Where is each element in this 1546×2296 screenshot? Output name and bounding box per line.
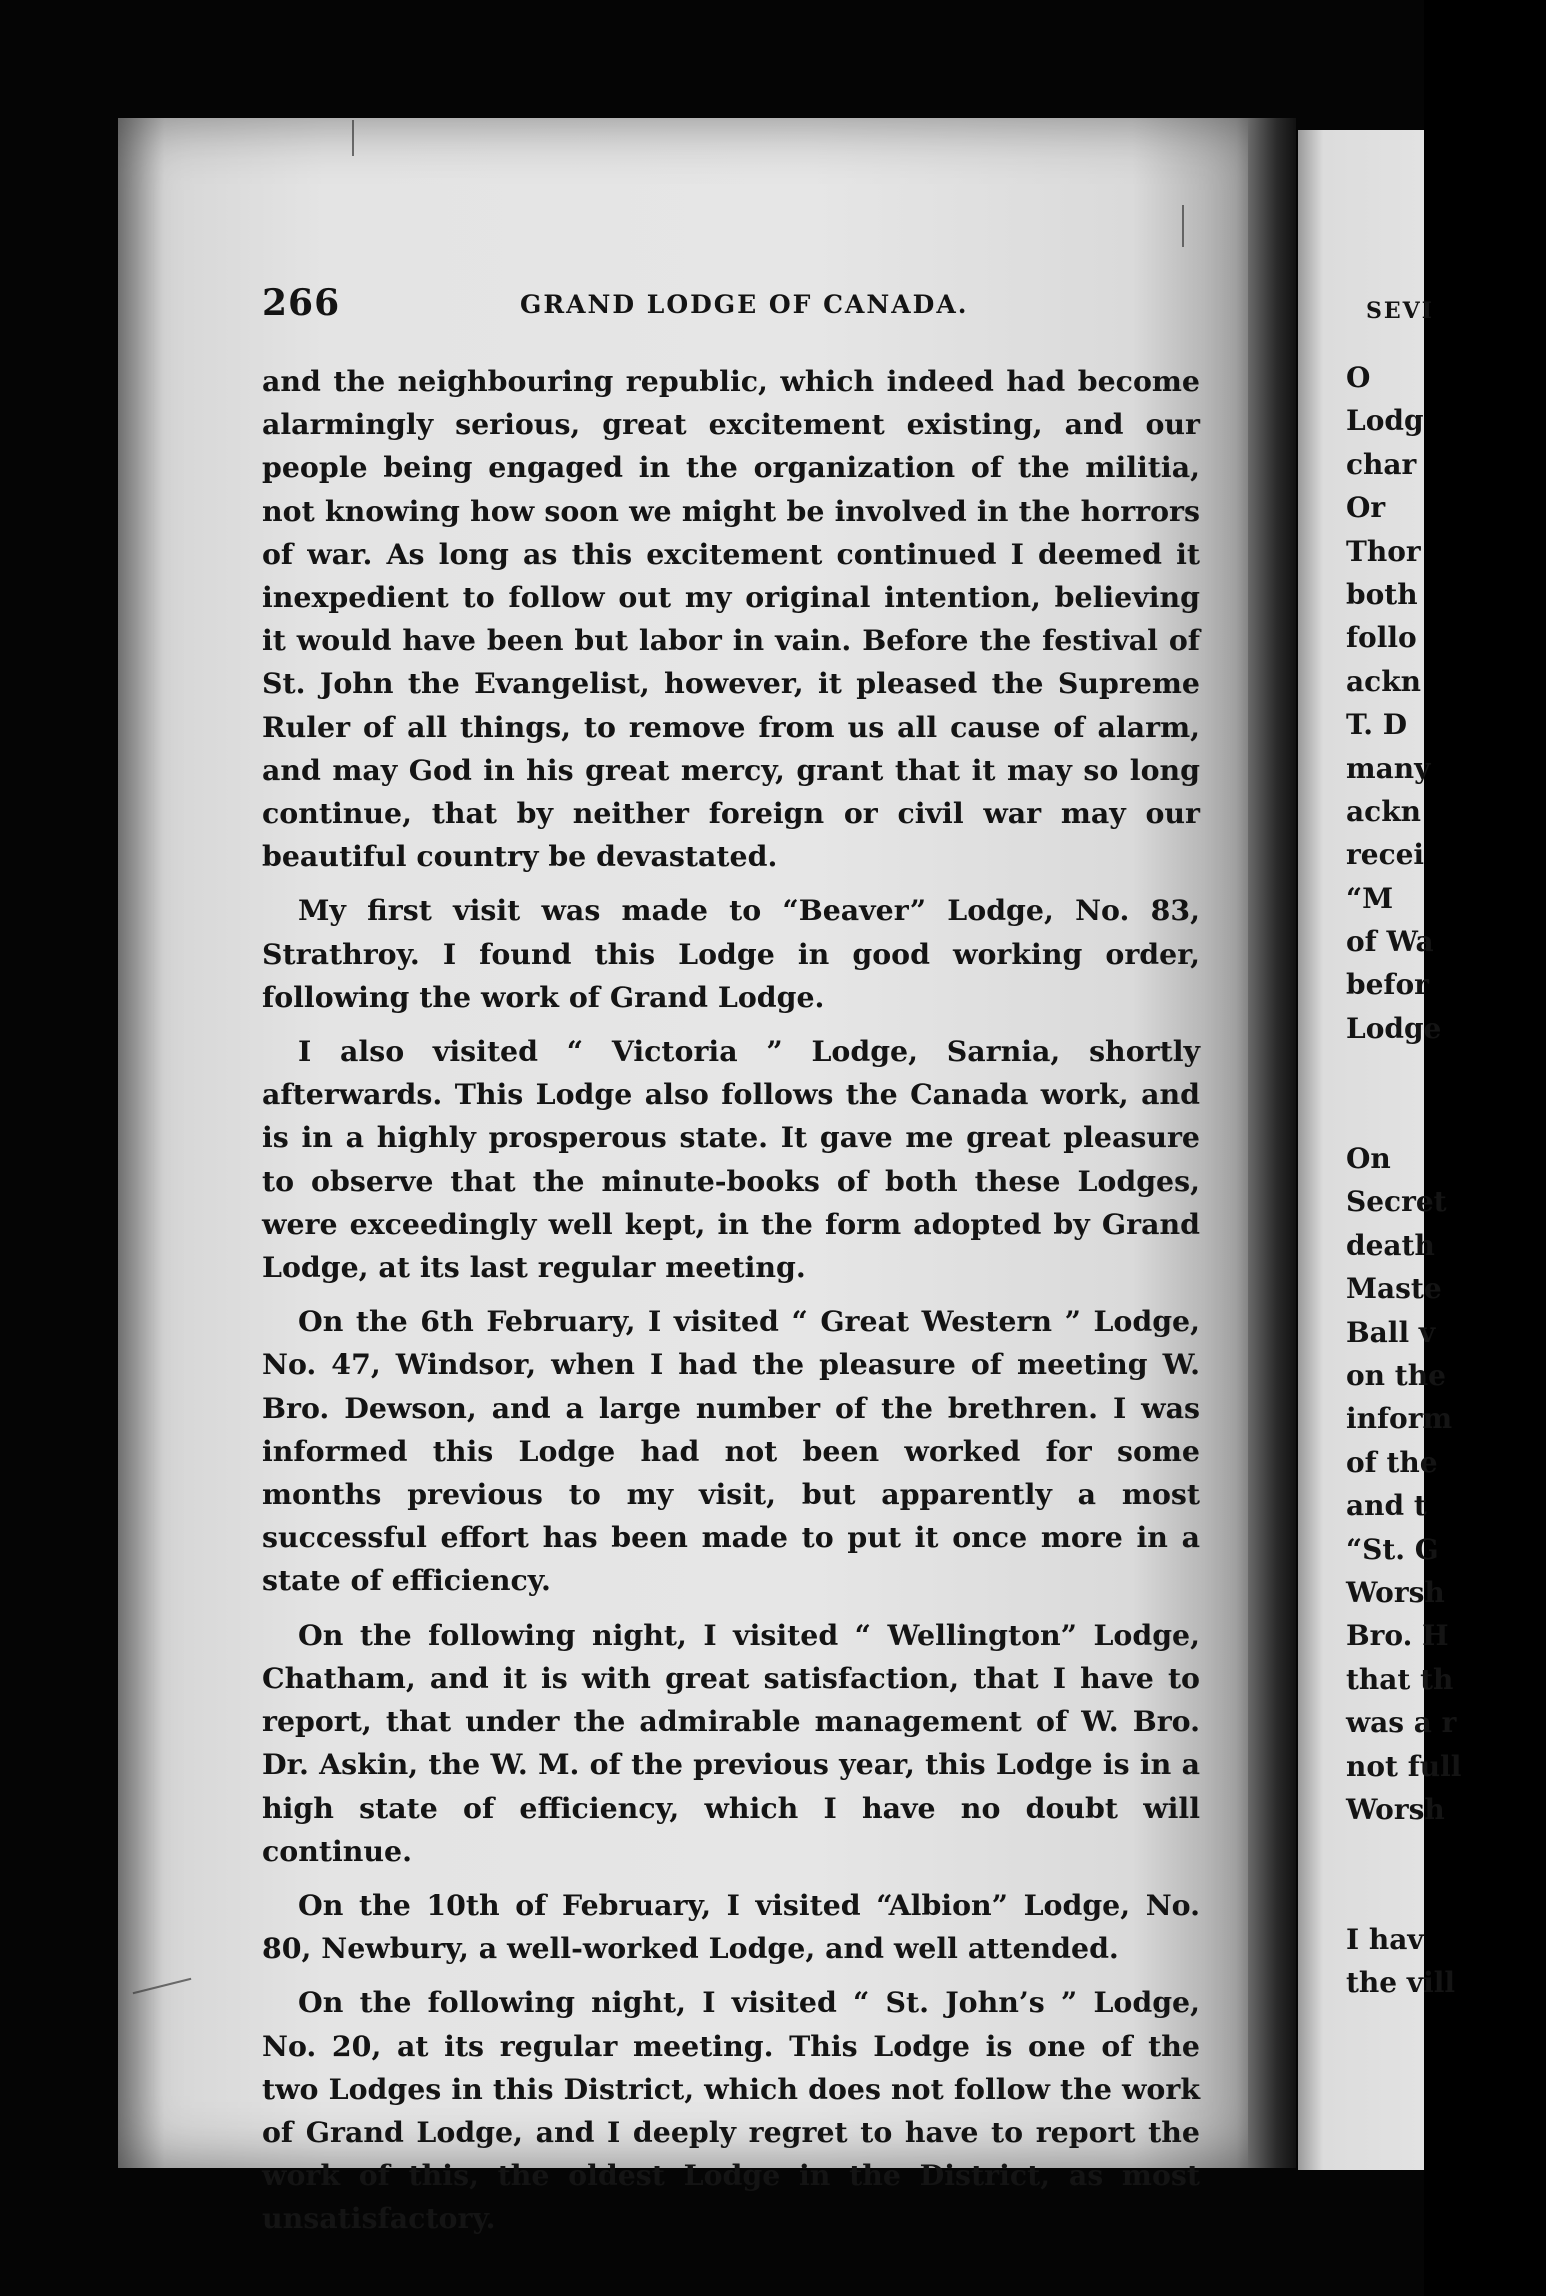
paragraph: I also visited “ Victoria ” Lodge, Sarnia, shortly afterwards. This Lodge also follows the Canada work, and is in a highly prosperous state. It gave me great pleasure to observe that the minute-books of both these Lodges, were exceedingly well kept, in the form adopted by Grand Lodge, at its last regular meeting. bbox=[262, 1034, 1200, 1285]
paragraph: On the 6th February, I visited “ Great Western ” Lodge, No. 47, Windsor, when I had the pleasure of meeting W. Bro. Dewson, and a large number of the brethren. I was informed this Lodge had not been worked for some months previous to my visit, but apparently a most successful effort has been made to put it once more in a state of efficiency. bbox=[262, 1304, 1200, 1598]
paragraph: My first visit was made to “Beaver” Lodge, No. 83, Strathroy. I found this Lodge in good working order, following the work of Grand Lodge. bbox=[262, 893, 1200, 1014]
body-text bbox=[262, 360, 1200, 2252]
adjacent-line: T. D bbox=[1346, 708, 1408, 742]
adjacent-line: Lodg bbox=[1346, 404, 1424, 438]
adjacent-line: the vill bbox=[1346, 1966, 1456, 2000]
adjacent-page-lines bbox=[1346, 356, 1546, 2005]
adjacent-line: Thor bbox=[1346, 534, 1421, 568]
page-gutter bbox=[1248, 118, 1296, 2168]
adjacent-line: many bbox=[1346, 751, 1431, 785]
scan-scratch bbox=[352, 120, 354, 156]
adjacent-line: recei bbox=[1346, 838, 1425, 872]
page-number: 266 bbox=[262, 282, 341, 324]
adjacent-line: death bbox=[1346, 1228, 1435, 1262]
adjacent-line: follo bbox=[1346, 621, 1417, 655]
paragraph: On the 10th of February, I visited “Albion” Lodge, No. 80, Newbury, a well-worked Lodge, and well attended. bbox=[262, 1887, 1200, 1966]
adjacent-line: “M bbox=[1346, 881, 1394, 915]
adjacent-line: O bbox=[1346, 361, 1371, 394]
adjacent-line: char bbox=[1346, 447, 1417, 481]
adjacent-line: Worsh bbox=[1346, 1575, 1445, 1609]
adjacent-line: of the bbox=[1346, 1445, 1438, 1479]
paragraph: On the following night, I visited “ St. John’s ” Lodge, No. 20, at its regular meeting. This Lodge is one of the two Lodges in this District, which does not follow the work of Grand Lodge, and I deeply regret to have to report the work of this, the oldest Lodge in the District, as most unsatisfactory. bbox=[262, 1985, 1200, 2236]
adjacent-line: Or bbox=[1346, 491, 1386, 525]
adjacent-line: Worsh bbox=[1346, 1792, 1445, 1826]
adjacent-line: was a r bbox=[1346, 1706, 1457, 1740]
adjacent-line: inform bbox=[1346, 1402, 1453, 1436]
adjacent-line: “St. G bbox=[1346, 1532, 1439, 1566]
adjacent-running-head: SEVI bbox=[1366, 298, 1435, 324]
adjacent-line bbox=[1346, 1831, 1546, 1874]
adjacent-line: ackn bbox=[1346, 664, 1421, 698]
adjacent-line: ackn bbox=[1346, 794, 1421, 828]
adjacent-line: Bro. H bbox=[1346, 1619, 1449, 1653]
scan-scratch bbox=[1182, 205, 1184, 247]
adjacent-line bbox=[1346, 1050, 1546, 1093]
running-head: GRAND LODGE OF CANADA. bbox=[520, 290, 969, 319]
adjacent-line: Ball v bbox=[1346, 1315, 1436, 1349]
adjacent-line: Lodge bbox=[1346, 1011, 1442, 1045]
adjacent-line: befor bbox=[1346, 968, 1429, 1002]
adjacent-line: On bbox=[1346, 1142, 1391, 1176]
adjacent-line: and t bbox=[1346, 1489, 1427, 1523]
paragraph: and the neighbouring republic, which indeed had become alarmingly serious, great excitement existing, and our people being engaged in the organization of the militia, not knowing how soon we might be involved in the horrors of war. As long as this excitement continued I deemed it inexpedient to follow out my original intention, believing it would have been but labor in vain. Before the festival of St. John the Evangelist, however, it pleased the Supreme Ruler of all things, to remove from us all cause of alarm, and may God in his great mercy, grant that it may so long continue, that by neither foreign or civil war may our beautiful country be devastated. bbox=[262, 364, 1200, 874]
adjacent-line: Maste bbox=[1346, 1272, 1442, 1306]
page-header bbox=[262, 282, 1202, 328]
paragraph: On the following night, I visited “ Wellington” Lodge, Chatham, and it is with great satisfaction, that I have to report, that under the admirable management of W. Bro. Dr. Askin, the W. M. of the previous year, this Lodge is in a high state of efficiency, which I have no doubt will continue. bbox=[262, 1617, 1200, 1868]
adjacent-line bbox=[1346, 1875, 1546, 1918]
adjacent-line: Secret bbox=[1346, 1185, 1447, 1219]
adjacent-line: that th bbox=[1346, 1662, 1454, 1696]
adjacent-line: not full bbox=[1346, 1749, 1462, 1783]
adjacent-line: on the bbox=[1346, 1358, 1446, 1392]
adjacent-page bbox=[1298, 130, 1462, 2170]
adjacent-line: of Wa bbox=[1346, 925, 1434, 959]
adjacent-line bbox=[1346, 1094, 1546, 1137]
adjacent-line: both bbox=[1346, 577, 1418, 611]
adjacent-line: I hav bbox=[1346, 1923, 1424, 1957]
